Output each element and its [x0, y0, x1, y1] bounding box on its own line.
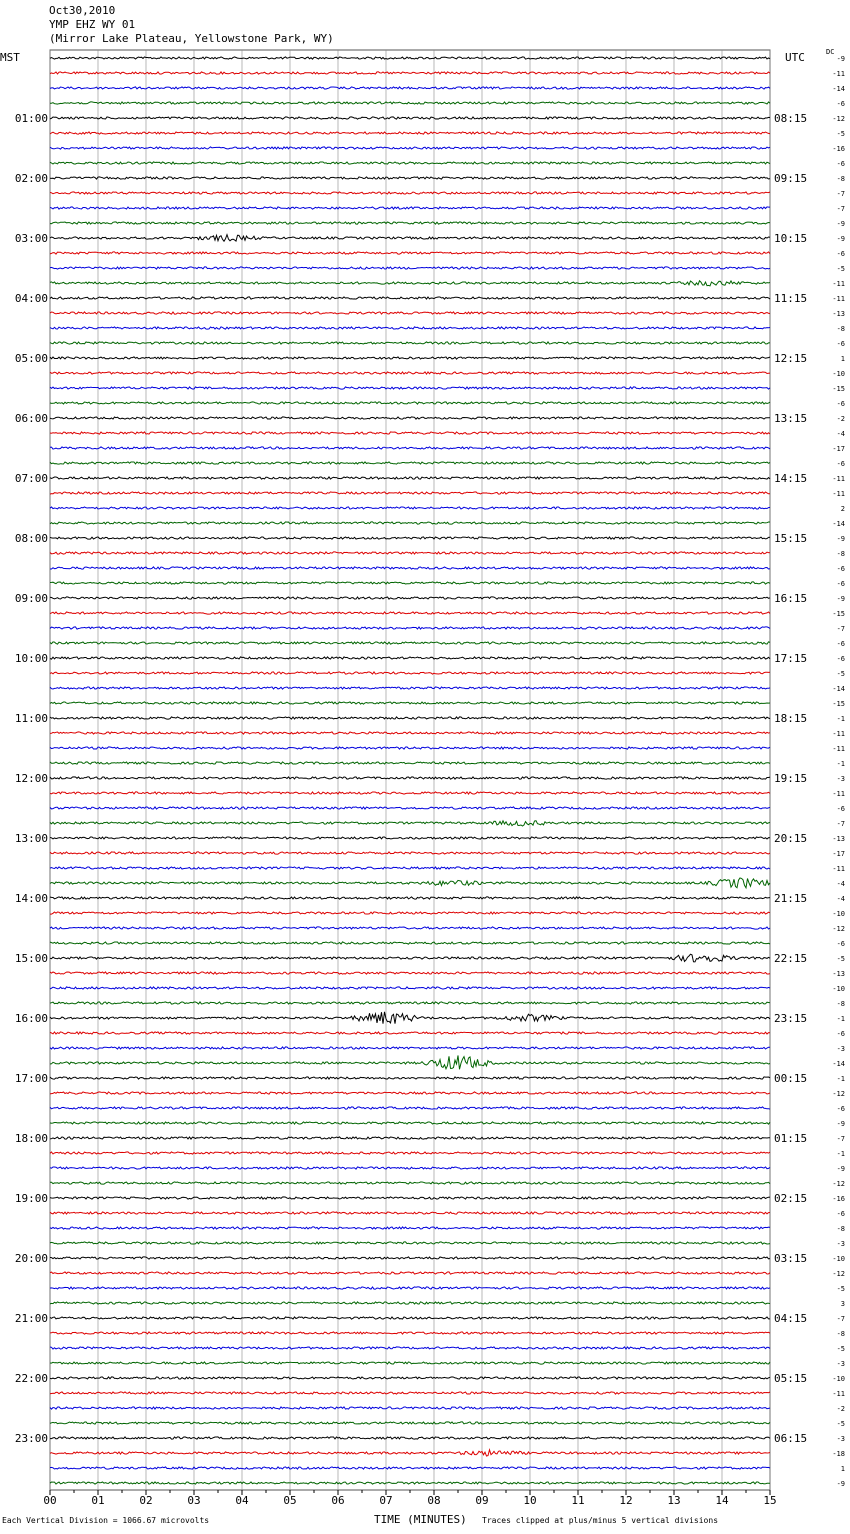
- seismic-trace: [50, 537, 770, 539]
- dc-offset-label: -7: [836, 820, 845, 828]
- seismic-trace: [50, 342, 770, 344]
- x-tick-label: 10: [523, 1494, 537, 1507]
- mst-hour-label: 11:00: [14, 712, 48, 725]
- dc-offset-label: -10: [832, 1375, 845, 1383]
- seismic-trace: [50, 417, 770, 419]
- dc-offset-label: -9: [836, 1165, 845, 1173]
- seismic-trace: [50, 117, 770, 119]
- seismic-trace: [50, 462, 770, 464]
- mst-hour-label: 20:00: [14, 1252, 48, 1265]
- mst-hour-label: 13:00: [14, 832, 48, 845]
- seismic-trace: [50, 1257, 770, 1259]
- dc-offset-label: 2: [840, 505, 845, 513]
- seismic-trace: [50, 402, 770, 404]
- dc-label: DC: [826, 48, 835, 56]
- mst-hour-label: 03:00: [14, 232, 48, 245]
- dc-offset-label: -13: [832, 970, 845, 978]
- utc-hour-label: 05:15: [774, 1372, 808, 1385]
- dc-offset-label: -12: [832, 925, 845, 933]
- seismic-trace: [50, 732, 770, 734]
- dc-offset-label: -14: [832, 1060, 845, 1068]
- dc-offset-label: 3: [840, 1300, 845, 1308]
- utc-hour-label: 15:15: [774, 532, 808, 545]
- dc-offset-label: -4: [836, 430, 845, 438]
- dc-offset-label: -6: [836, 565, 845, 573]
- dc-offset-label: -6: [836, 1210, 845, 1218]
- dc-offset-label: -11: [832, 70, 845, 78]
- dc-offset-label: -14: [832, 685, 845, 693]
- utc-axis-label: UTC: [785, 51, 805, 64]
- dc-offset-label: -15: [832, 385, 845, 393]
- dc-offset-label: -8: [836, 1330, 845, 1338]
- utc-hour-label: 14:15: [774, 472, 808, 485]
- dc-offset-label: -9: [836, 220, 845, 228]
- seismic-trace: [50, 912, 770, 914]
- seismic-trace: [50, 612, 770, 614]
- utc-hour-label: 16:15: [774, 592, 808, 605]
- dc-offset-label: -6: [836, 805, 845, 813]
- seismic-trace: [50, 1242, 770, 1244]
- mst-hour-label: 22:00: [14, 1372, 48, 1385]
- seismic-trace: [50, 1347, 770, 1349]
- seismic-trace: [50, 372, 770, 374]
- seismic-trace: [50, 792, 770, 794]
- chart-date: Oct30,2010: [49, 4, 116, 17]
- dc-offset-label: -5: [836, 1285, 845, 1293]
- seismic-trace: [50, 597, 770, 599]
- dc-offset-label: -4: [836, 880, 845, 888]
- seismic-trace: [50, 57, 770, 59]
- seismic-trace: [50, 357, 770, 359]
- plot-frame: [50, 50, 770, 1490]
- seismic-trace: [50, 1002, 770, 1004]
- x-tick-label: 13: [667, 1494, 681, 1507]
- utc-hour-label: 04:15: [774, 1312, 808, 1325]
- seismic-trace: [50, 1407, 770, 1409]
- dc-offset-label: -7: [836, 190, 845, 198]
- dc-offset-label: -9: [836, 55, 845, 63]
- x-tick-label: 14: [715, 1494, 729, 1507]
- utc-hour-label: 19:15: [774, 772, 808, 785]
- mst-hour-label: 06:00: [14, 412, 48, 425]
- seismic-trace: [50, 1287, 770, 1289]
- seismic-trace: [50, 762, 770, 764]
- seismic-trace: [50, 1332, 770, 1334]
- dc-offset-label: -2: [836, 1405, 845, 1413]
- seismic-trace: [50, 852, 770, 854]
- utc-hour-label: 18:15: [774, 712, 808, 725]
- seismic-trace: [50, 1137, 770, 1139]
- seismic-trace: [50, 582, 770, 584]
- seismic-trace: [50, 281, 770, 286]
- seismic-trace: [50, 1167, 770, 1169]
- dc-offset-label: -1: [836, 760, 845, 768]
- utc-hour-label: 10:15: [774, 232, 808, 245]
- utc-hour-label: 06:15: [774, 1432, 808, 1445]
- dc-offset-label: -9: [836, 595, 845, 603]
- dc-offset-label: -11: [832, 865, 845, 873]
- seismic-trace: [50, 878, 770, 888]
- seismic-trace: [50, 987, 770, 989]
- dc-offset-label: -6: [836, 1030, 845, 1038]
- x-tick-label: 11: [571, 1494, 585, 1507]
- seismic-trace: [50, 552, 770, 554]
- seismic-trace: [50, 267, 770, 269]
- station-code: YMP EHZ WY 01: [49, 18, 136, 31]
- mst-hour-label: 04:00: [14, 292, 48, 305]
- dc-offset-label: -5: [836, 1420, 845, 1428]
- dc-offset-label: -15: [832, 610, 845, 618]
- seismic-trace: [50, 432, 770, 434]
- utc-hour-label: 13:15: [774, 412, 808, 425]
- seismic-trace: [50, 1377, 770, 1379]
- seismic-trace: [50, 642, 770, 644]
- dc-offset-label: -12: [832, 1180, 845, 1188]
- x-tick-label: 03: [187, 1494, 201, 1507]
- seismic-trace: [50, 207, 770, 209]
- dc-offset-label: -7: [836, 205, 845, 213]
- dc-offset-label: -3: [836, 1435, 845, 1443]
- dc-offset-label: -12: [832, 1270, 845, 1278]
- x-tick-label: 06: [331, 1494, 345, 1507]
- dc-offset-label: -8: [836, 1000, 845, 1008]
- dc-offset-label: -9: [836, 535, 845, 543]
- dc-offset-label: -14: [832, 520, 845, 528]
- dc-offset-label: -11: [832, 1390, 845, 1398]
- utc-hour-label: 09:15: [774, 172, 808, 185]
- seismic-trace: [50, 657, 770, 659]
- dc-offset-label: -17: [832, 445, 845, 453]
- dc-offset-label: -9: [836, 235, 845, 243]
- seismic-trace: [50, 222, 770, 224]
- seismic-trace: [50, 897, 770, 899]
- utc-hour-label: 02:15: [774, 1192, 808, 1205]
- seismic-trace: [50, 327, 770, 329]
- mst-hour-label: 05:00: [14, 352, 48, 365]
- seismic-trace: [50, 717, 770, 719]
- seismic-trace: [50, 627, 770, 629]
- mst-hour-label: 19:00: [14, 1192, 48, 1205]
- seismic-trace: [50, 1152, 770, 1154]
- mst-hour-label: 18:00: [14, 1132, 48, 1145]
- dc-offset-label: -3: [836, 1240, 845, 1248]
- seismic-trace: [50, 942, 770, 944]
- seismic-trace: [50, 1092, 770, 1094]
- seismic-trace: [50, 162, 770, 164]
- seismic-trace: [50, 927, 770, 929]
- dc-offset-label: -11: [832, 280, 845, 288]
- seismic-trace: [50, 702, 770, 704]
- utc-hour-label: 23:15: [774, 1012, 808, 1025]
- seismic-trace: [50, 477, 770, 479]
- dc-offset-label: -16: [832, 1195, 845, 1203]
- dc-offset-label: -6: [836, 655, 845, 663]
- seismic-trace: [50, 1272, 770, 1274]
- dc-offset-label: -17: [832, 850, 845, 858]
- dc-offset-label: -8: [836, 550, 845, 558]
- seismic-trace: [50, 1302, 770, 1304]
- seismic-trace: [50, 1197, 770, 1199]
- x-tick-label: 07: [379, 1494, 393, 1507]
- seismic-trace: [50, 1362, 770, 1364]
- dc-offset-label: -12: [832, 1090, 845, 1098]
- mst-hour-label: 02:00: [14, 172, 48, 185]
- dc-offset-label: -9: [836, 1120, 845, 1128]
- dc-offset-label: -16: [832, 145, 845, 153]
- dc-offset-label: -7: [836, 1315, 845, 1323]
- x-tick-label: 12: [619, 1494, 633, 1507]
- seismic-trace: [50, 1437, 770, 1439]
- seismic-trace: [50, 1392, 770, 1394]
- seismic-trace: [50, 1032, 770, 1034]
- utc-hour-label: 00:15: [774, 1072, 808, 1085]
- dc-offset-label: -11: [832, 295, 845, 303]
- dc-offset-label: -6: [836, 1105, 845, 1113]
- x-tick-label: 00: [43, 1494, 57, 1507]
- seismic-trace: [50, 567, 770, 569]
- dc-offset-label: -6: [836, 340, 845, 348]
- x-tick-label: 15: [763, 1494, 777, 1507]
- dc-offset-label: -5: [836, 130, 845, 138]
- dc-offset-label: -5: [836, 1345, 845, 1353]
- dc-offset-label: -7: [836, 1135, 845, 1143]
- seismic-trace: [50, 837, 770, 839]
- mst-hour-label: 12:00: [14, 772, 48, 785]
- mst-hour-label: 21:00: [14, 1312, 48, 1325]
- utc-hour-label: 03:15: [774, 1252, 808, 1265]
- x-tick-label: 08: [427, 1494, 441, 1507]
- dc-offset-label: -1: [836, 1075, 845, 1083]
- utc-hour-label: 12:15: [774, 352, 808, 365]
- seismic-trace: [50, 132, 770, 134]
- dc-offset-label: -11: [832, 475, 845, 483]
- seismic-trace: [50, 1012, 770, 1024]
- x-tick-label: 04: [235, 1494, 249, 1507]
- seismic-trace: [50, 672, 770, 674]
- mst-hour-label: 17:00: [14, 1072, 48, 1085]
- x-tick-label: 09: [475, 1494, 489, 1507]
- dc-offset-label: -1: [836, 715, 845, 723]
- dc-offset-label: -6: [836, 580, 845, 588]
- seismic-trace: [50, 87, 770, 89]
- mst-hour-label: 14:00: [14, 892, 48, 905]
- dc-offset-label: -10: [832, 1255, 845, 1263]
- seismic-trace: [50, 687, 770, 689]
- seismic-trace: [50, 235, 770, 242]
- dc-offset-label: -3: [836, 775, 845, 783]
- dc-offset-label: -8: [836, 175, 845, 183]
- seismic-trace: [50, 1122, 770, 1124]
- seismic-trace: [50, 1047, 770, 1049]
- seismic-trace: [50, 192, 770, 194]
- mst-hour-label: 15:00: [14, 952, 48, 965]
- dc-offset-label: -10: [832, 985, 845, 993]
- mst-hour-label: 01:00: [14, 112, 48, 125]
- seismic-trace: [50, 102, 770, 104]
- seismic-trace: [50, 522, 770, 524]
- seismic-trace: [50, 1422, 770, 1424]
- seismic-trace: [50, 1227, 770, 1229]
- x-tick-label: 05: [283, 1494, 297, 1507]
- utc-hour-label: 17:15: [774, 652, 808, 665]
- dc-offset-label: -11: [832, 745, 845, 753]
- dc-offset-label: -9: [836, 1480, 845, 1488]
- dc-offset-label: -8: [836, 325, 845, 333]
- dc-offset-label: -4: [836, 895, 845, 903]
- seismic-trace: [50, 1467, 770, 1469]
- seismic-trace: [50, 312, 770, 314]
- seismic-trace: [50, 807, 770, 809]
- dc-offset-label: -1: [836, 1150, 845, 1158]
- seismic-trace: [50, 297, 770, 299]
- dc-offset-label: -5: [836, 955, 845, 963]
- dc-offset-label: -6: [836, 250, 845, 258]
- dc-offset-label: -1: [836, 1015, 845, 1023]
- dc-offset-label: -10: [832, 370, 845, 378]
- dc-offset-label: 1: [840, 355, 845, 363]
- dc-offset-label: -6: [836, 160, 845, 168]
- dc-offset-label: -13: [832, 310, 845, 318]
- seismic-trace: [50, 252, 770, 254]
- seismic-trace: [50, 747, 770, 749]
- seismic-trace: [50, 1450, 770, 1456]
- dc-offset-label: -13: [832, 835, 845, 843]
- dc-offset-label: -15: [832, 700, 845, 708]
- dc-offset-label: -7: [836, 625, 845, 633]
- mst-hour-label: 08:00: [14, 532, 48, 545]
- dc-offset-label: -5: [836, 265, 845, 273]
- seismic-trace: [50, 147, 770, 149]
- mst-hour-label: 23:00: [14, 1432, 48, 1445]
- dc-offset-label: -6: [836, 400, 845, 408]
- dc-offset-label: -3: [836, 1045, 845, 1053]
- dc-offset-label: -10: [832, 910, 845, 918]
- station-location: (Mirror Lake Plateau, Yellowstone Park, WY): [49, 32, 334, 45]
- utc-hour-label: 22:15: [774, 952, 808, 965]
- mst-hour-label: 16:00: [14, 1012, 48, 1025]
- scale-note: Each Vertical Division = 1066.67 microvolts: [2, 1516, 210, 1525]
- seismic-trace: [50, 1317, 770, 1319]
- mst-hour-label: 07:00: [14, 472, 48, 485]
- seismic-trace: [50, 1212, 770, 1214]
- seismic-trace: [50, 72, 770, 74]
- seismic-trace: [50, 1482, 770, 1484]
- dc-offset-label: -8: [836, 1225, 845, 1233]
- mst-axis-label: MST: [0, 51, 20, 64]
- x-axis-title: TIME (MINUTES): [374, 1513, 467, 1526]
- dc-offset-label: -14: [832, 85, 845, 93]
- seismic-trace: [50, 387, 770, 389]
- seismic-trace: [50, 447, 770, 449]
- seismic-trace: [50, 867, 770, 869]
- seismic-trace: [50, 507, 770, 509]
- clip-note: Traces clipped at plus/minus 5 vertical divisions: [482, 1516, 719, 1525]
- utc-hour-label: 08:15: [774, 112, 808, 125]
- utc-hour-label: 21:15: [774, 892, 808, 905]
- seismic-trace: [50, 1182, 770, 1184]
- dc-offset-label: 1: [840, 1465, 845, 1473]
- x-tick-label: 02: [139, 1494, 153, 1507]
- seismic-trace: [50, 954, 770, 962]
- dc-offset-label: -11: [832, 490, 845, 498]
- dc-offset-label: -6: [836, 460, 845, 468]
- dc-offset-label: -6: [836, 640, 845, 648]
- utc-hour-label: 01:15: [774, 1132, 808, 1145]
- seismic-trace: [50, 821, 770, 826]
- seismic-trace: [50, 177, 770, 179]
- dc-offset-label: -5: [836, 670, 845, 678]
- mst-hour-label: 10:00: [14, 652, 48, 665]
- dc-offset-label: -6: [836, 100, 845, 108]
- dc-offset-label: -6: [836, 940, 845, 948]
- dc-offset-label: -11: [832, 790, 845, 798]
- utc-hour-label: 11:15: [774, 292, 808, 305]
- mst-hour-label: 09:00: [14, 592, 48, 605]
- seismic-trace: [50, 1055, 770, 1069]
- dc-offset-label: -12: [832, 115, 845, 123]
- seismic-trace: [50, 777, 770, 779]
- dc-offset-label: -3: [836, 1360, 845, 1368]
- dc-offset-label: -2: [836, 415, 845, 423]
- utc-hour-label: 20:15: [774, 832, 808, 845]
- seismic-trace: [50, 492, 770, 494]
- seismic-trace: [50, 972, 770, 974]
- dc-offset-label: -11: [832, 730, 845, 738]
- dc-offset-label: -18: [832, 1450, 845, 1458]
- seismic-trace: [50, 1077, 770, 1079]
- x-tick-label: 01: [91, 1494, 105, 1507]
- seismic-trace: [50, 1107, 770, 1109]
